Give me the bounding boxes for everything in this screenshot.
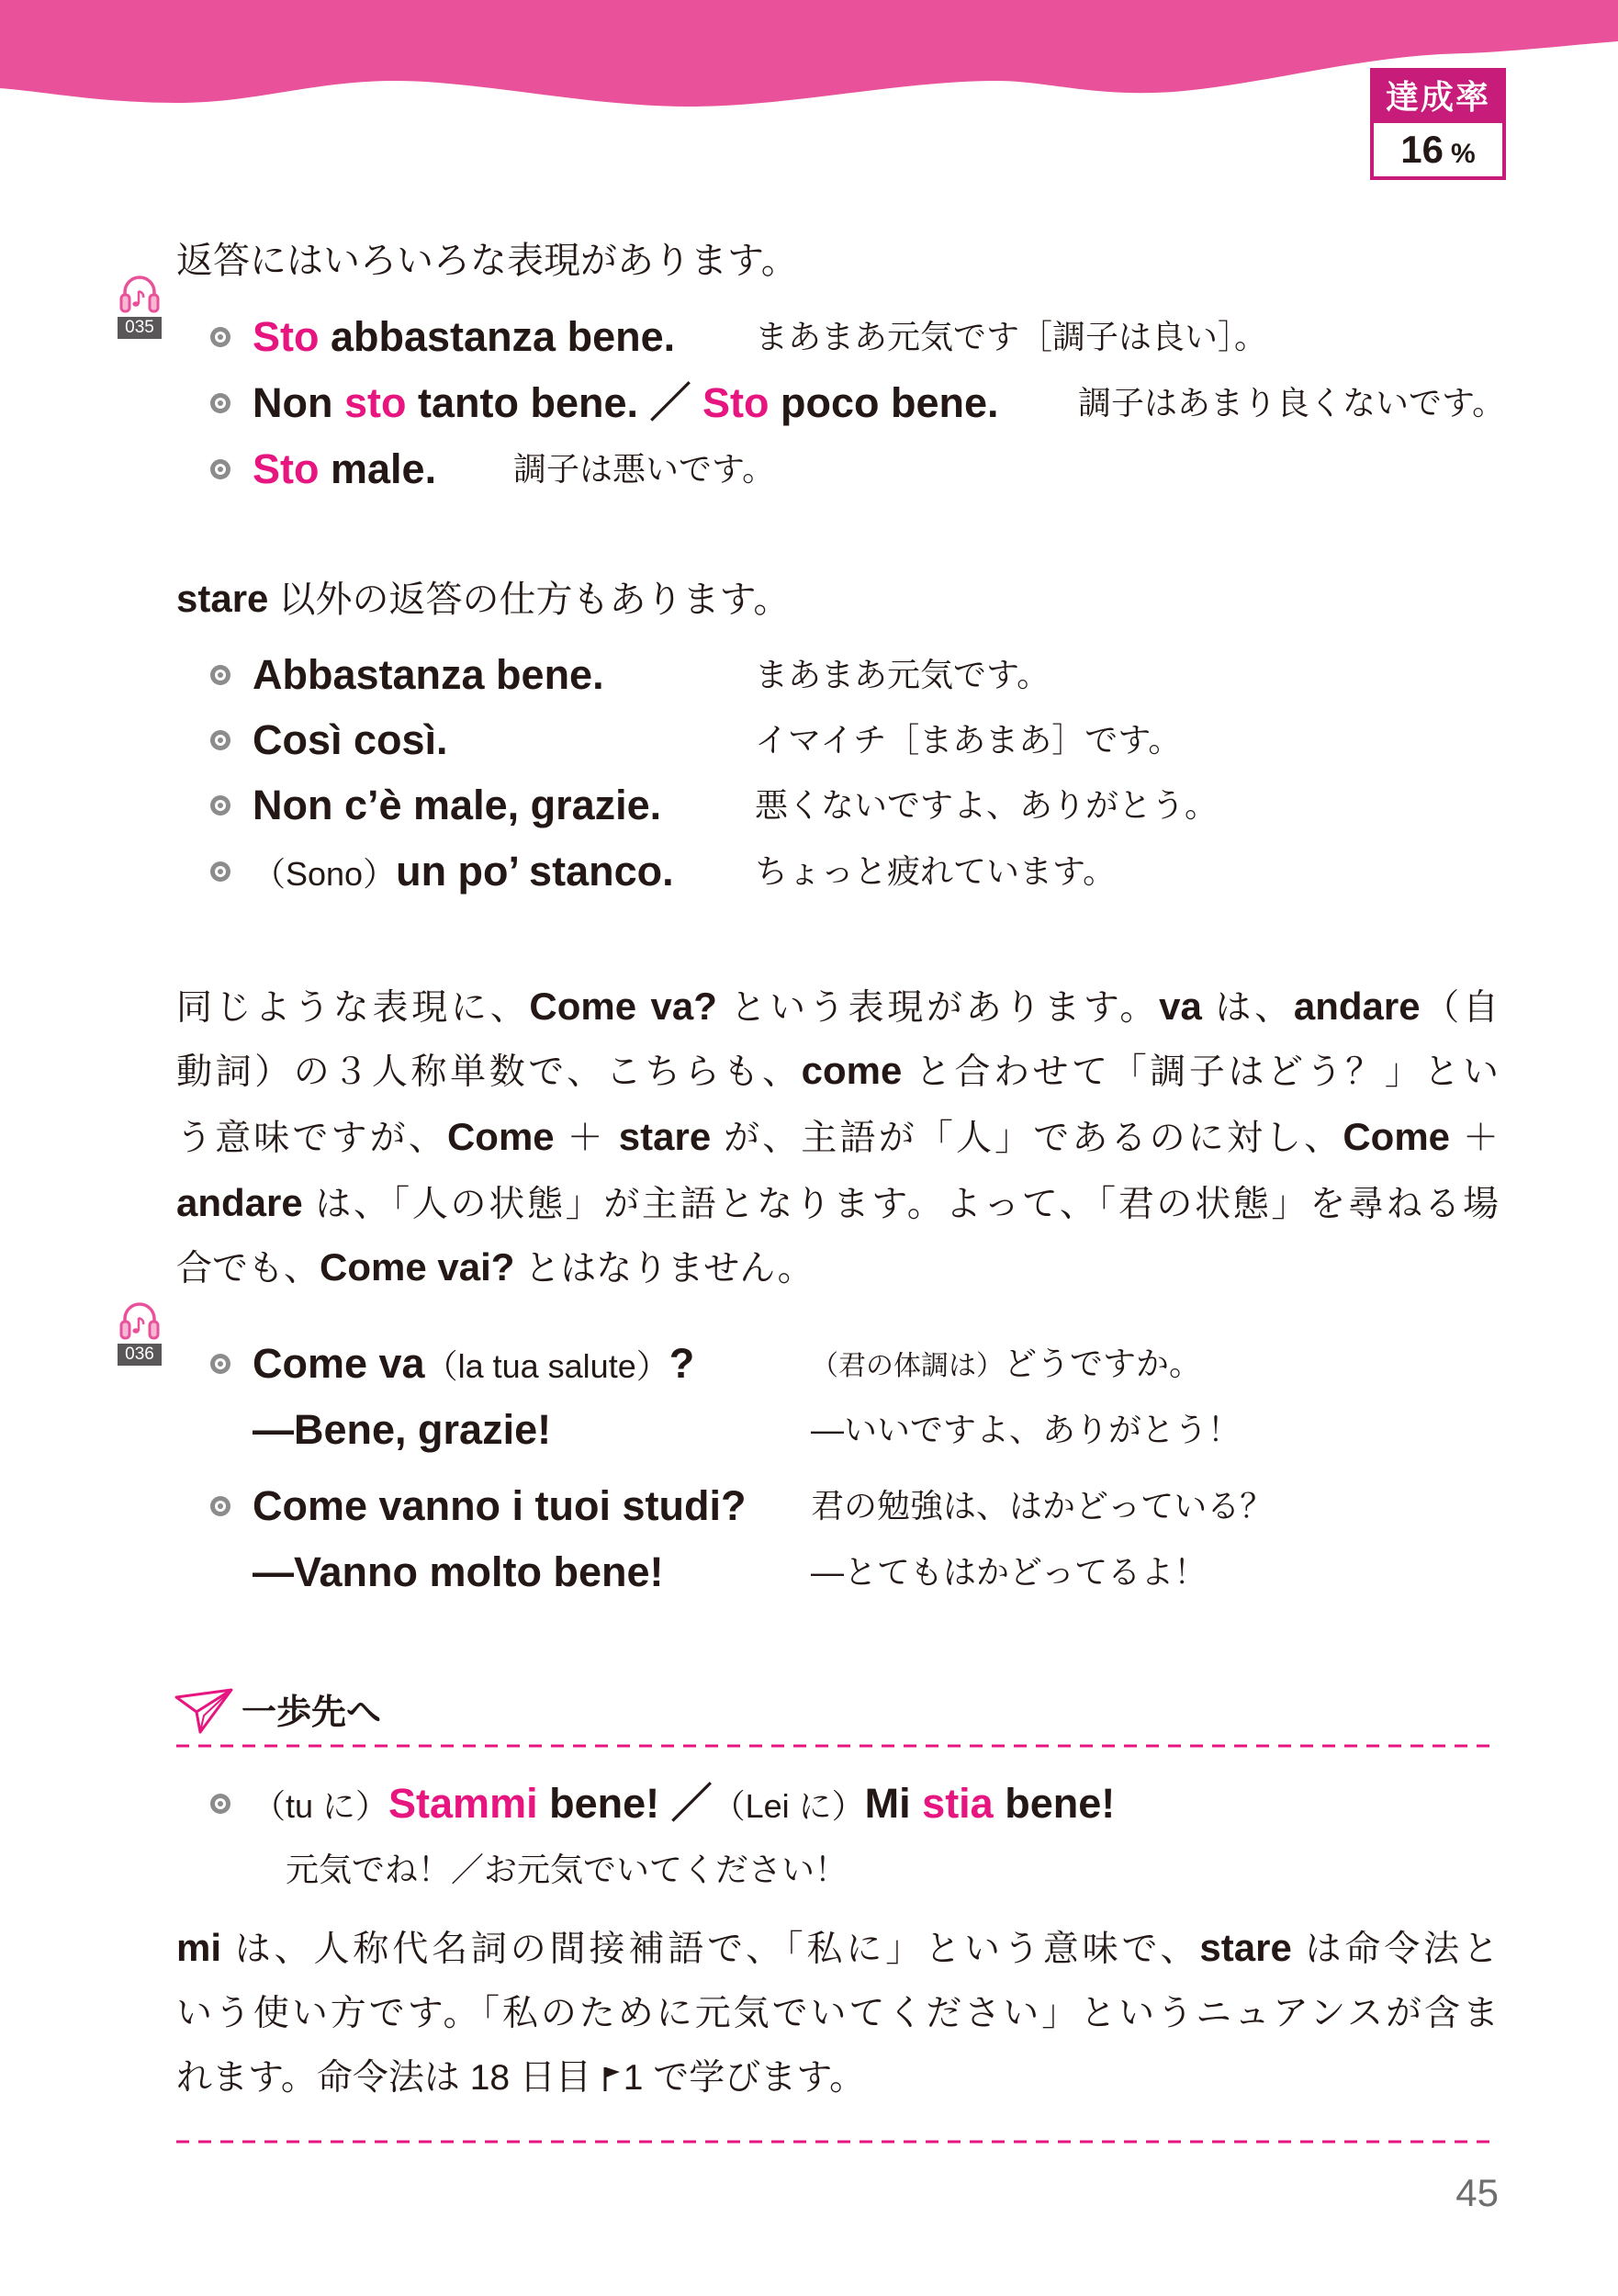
phrase-text: bene! ／	[537, 1780, 713, 1827]
bullet-circle-icon	[210, 795, 230, 816]
tip-explanation-line	[176, 1986, 1499, 2042]
bullet-circle-icon	[210, 1354, 230, 1374]
headphones-icon	[118, 1296, 162, 1342]
bullet-circle-icon	[210, 1496, 230, 1516]
text-run: ＋	[554, 1119, 619, 1158]
text-run: とはなりません。	[514, 1249, 814, 1289]
audio-track-number: 036	[118, 1344, 162, 1366]
phrase-translation: まあまあ元気です。	[755, 656, 1051, 693]
phrase-line: Così così.	[253, 716, 448, 763]
text-run: は、人称代名詞の間接補語で、「私に」という意味で、	[221, 1930, 1200, 1969]
text-run: 同じような表現に、	[176, 988, 530, 1028]
text-run: 合でも、	[176, 1249, 320, 1289]
phrase-highlight: Sto	[253, 313, 320, 360]
phrase-text: poco bene.	[769, 379, 999, 426]
bullet-circle-icon	[210, 327, 230, 347]
keyword: Come	[1343, 1115, 1451, 1158]
dashed-divider	[176, 1744, 1499, 1748]
tip-translation: 元気でね！／お元気でいてください！	[286, 1851, 848, 1888]
bullet-circle-icon	[210, 665, 230, 685]
phrase-note: （tu に）	[253, 1787, 389, 1825]
bullet-circle-icon	[210, 1794, 230, 1814]
translation-note: （君の体調は）	[811, 1351, 1004, 1381]
bullet-circle-icon	[210, 459, 230, 479]
phrase-translation: ちょっと疲れています。	[755, 852, 1117, 890]
paper-plane-icon	[173, 1686, 235, 1738]
keyword: Come	[446, 1115, 555, 1158]
section-intro-responses: 返答にはいろいろな表現があります。	[176, 241, 798, 281]
tip-heading: 一歩先へ	[242, 1694, 382, 1732]
text-run: という表現があります。	[716, 988, 1160, 1028]
phrase-note: （Sono）	[253, 855, 397, 893]
translation-text: どうですか。	[1004, 1345, 1203, 1382]
explanation-line	[176, 979, 1499, 1034]
flag-icon	[601, 2065, 622, 2092]
phrase-text: un po’ stanco.	[396, 848, 674, 895]
keyword: Come va?	[529, 985, 717, 1028]
text-run: と合わせて「調子はどう？」とい	[902, 1052, 1499, 1092]
phrase-text: abbastanza bene.	[319, 313, 676, 360]
phrase-highlight: Sto	[253, 445, 320, 492]
text-run: 動詞）の３人称単数で、こちらも、	[176, 1052, 802, 1092]
progress-badge	[1370, 68, 1506, 180]
text-run: れます。命令法は 18 日目	[176, 2058, 601, 2098]
phrase-text: Mi	[864, 1780, 923, 1827]
phrase-translation: 調子はあまり良くないです。	[1078, 384, 1506, 422]
keyword: Come vai?	[320, 1245, 515, 1289]
explanation-line	[176, 1176, 1499, 1231]
phrase-text: male.	[319, 445, 437, 492]
dialogue-answer: ―Vanno molto bene!	[253, 1548, 664, 1595]
phrase-line	[253, 376, 999, 431]
keyword: stare	[1199, 1926, 1292, 1969]
progress-unit: %	[1451, 139, 1476, 169]
phrase-text: Come va	[253, 1340, 425, 1387]
headphones-icon	[118, 269, 162, 315]
text-run: ＋	[1450, 1119, 1500, 1158]
dialogue-translation: 君の勉強は、はかどっている？	[811, 1487, 1274, 1525]
bullet-circle-icon	[210, 730, 230, 750]
section-intro-other	[176, 571, 790, 626]
dialogue-answer: ―Bene, grazie!	[253, 1406, 552, 1453]
phrase-line	[253, 844, 674, 899]
bullet-circle-icon	[210, 861, 230, 882]
phrase-text: Non	[253, 379, 344, 426]
phrase-highlight: Sto	[702, 379, 770, 426]
phrase-translation: まあまあ元気です［調子は良い］。	[755, 318, 1268, 355]
dialogue-question	[253, 1336, 694, 1391]
phrase-line: Non c’è male, grazie.	[253, 782, 662, 828]
keyword: andare	[176, 1181, 303, 1224]
phrase-text: ?	[669, 1340, 695, 1387]
phrase-note: （Lei に）	[712, 1787, 865, 1825]
text-run: は、「人の状態」が主語となります。よって、「君の状態」を尋ねる場	[302, 1185, 1499, 1224]
text-run: は命令法と	[1291, 1930, 1499, 1969]
keyword: mi	[176, 1926, 222, 1969]
phrase-line	[253, 310, 675, 365]
tip-phrase	[253, 1776, 1115, 1831]
text-run: が、主語が「人」であるのに対し、	[711, 1119, 1343, 1158]
progress-label: 達成率	[1374, 72, 1502, 123]
phrase-line: Abbastanza bene.	[253, 651, 604, 698]
tip-explanation-line	[176, 1920, 1499, 1975]
dialogue-translation: ―とてもはかどってるよ！	[811, 1553, 1208, 1591]
audio-track-badge	[118, 1296, 162, 1366]
keyword: andare	[1293, 985, 1421, 1028]
keyword: stare	[176, 577, 269, 620]
explanation-line	[176, 1240, 1499, 1295]
phrase-text: tanto bene. ／	[406, 379, 702, 426]
dialogue-question: Come vanno i tuoi studi?	[253, 1482, 747, 1529]
audio-track-number: 035	[118, 317, 162, 339]
text-run: （自	[1420, 988, 1500, 1028]
keyword: va	[1159, 985, 1202, 1028]
phrase-line	[253, 442, 436, 497]
page-number: 45	[1455, 2171, 1499, 2214]
phrase-translation: 調子は悪いです。	[513, 450, 776, 488]
text-run: いう使い方です。「私のために元気でいてください」というニュアンスが含ま	[176, 1994, 1499, 2033]
dashed-divider	[176, 2140, 1499, 2144]
phrase-highlight: stia	[922, 1780, 994, 1827]
explanation-line	[176, 1109, 1499, 1165]
phrase-note: （la tua salute）	[424, 1347, 669, 1385]
text-run: う意味ですが、	[176, 1119, 447, 1158]
phrase-text: bene!	[993, 1780, 1116, 1827]
phrase-highlight: Stammi	[388, 1780, 538, 1827]
intro-text: 以外の返答の仕方もあります。	[268, 580, 791, 620]
progress-value-box	[1374, 123, 1502, 176]
audio-track-badge	[118, 269, 162, 339]
dialogue-translation	[811, 1336, 1202, 1391]
text-run: 1 で学びます。	[623, 2058, 866, 2098]
text-run: は、	[1201, 988, 1294, 1028]
phrase-translation: 悪くないですよ、ありがとう。	[755, 786, 1219, 824]
phrase-translation: イマイチ［まあまあ］です。	[755, 721, 1182, 759]
phrase-highlight: sto	[343, 379, 407, 426]
bullet-circle-icon	[210, 393, 230, 413]
progress-value: 16	[1400, 128, 1444, 171]
keyword: stare	[618, 1115, 712, 1158]
explanation-line	[176, 1043, 1499, 1098]
tip-explanation-line	[176, 2051, 1499, 2106]
dialogue-translation: ―いいですよ、ありがとう！	[811, 1411, 1242, 1448]
keyword: come	[801, 1049, 903, 1092]
